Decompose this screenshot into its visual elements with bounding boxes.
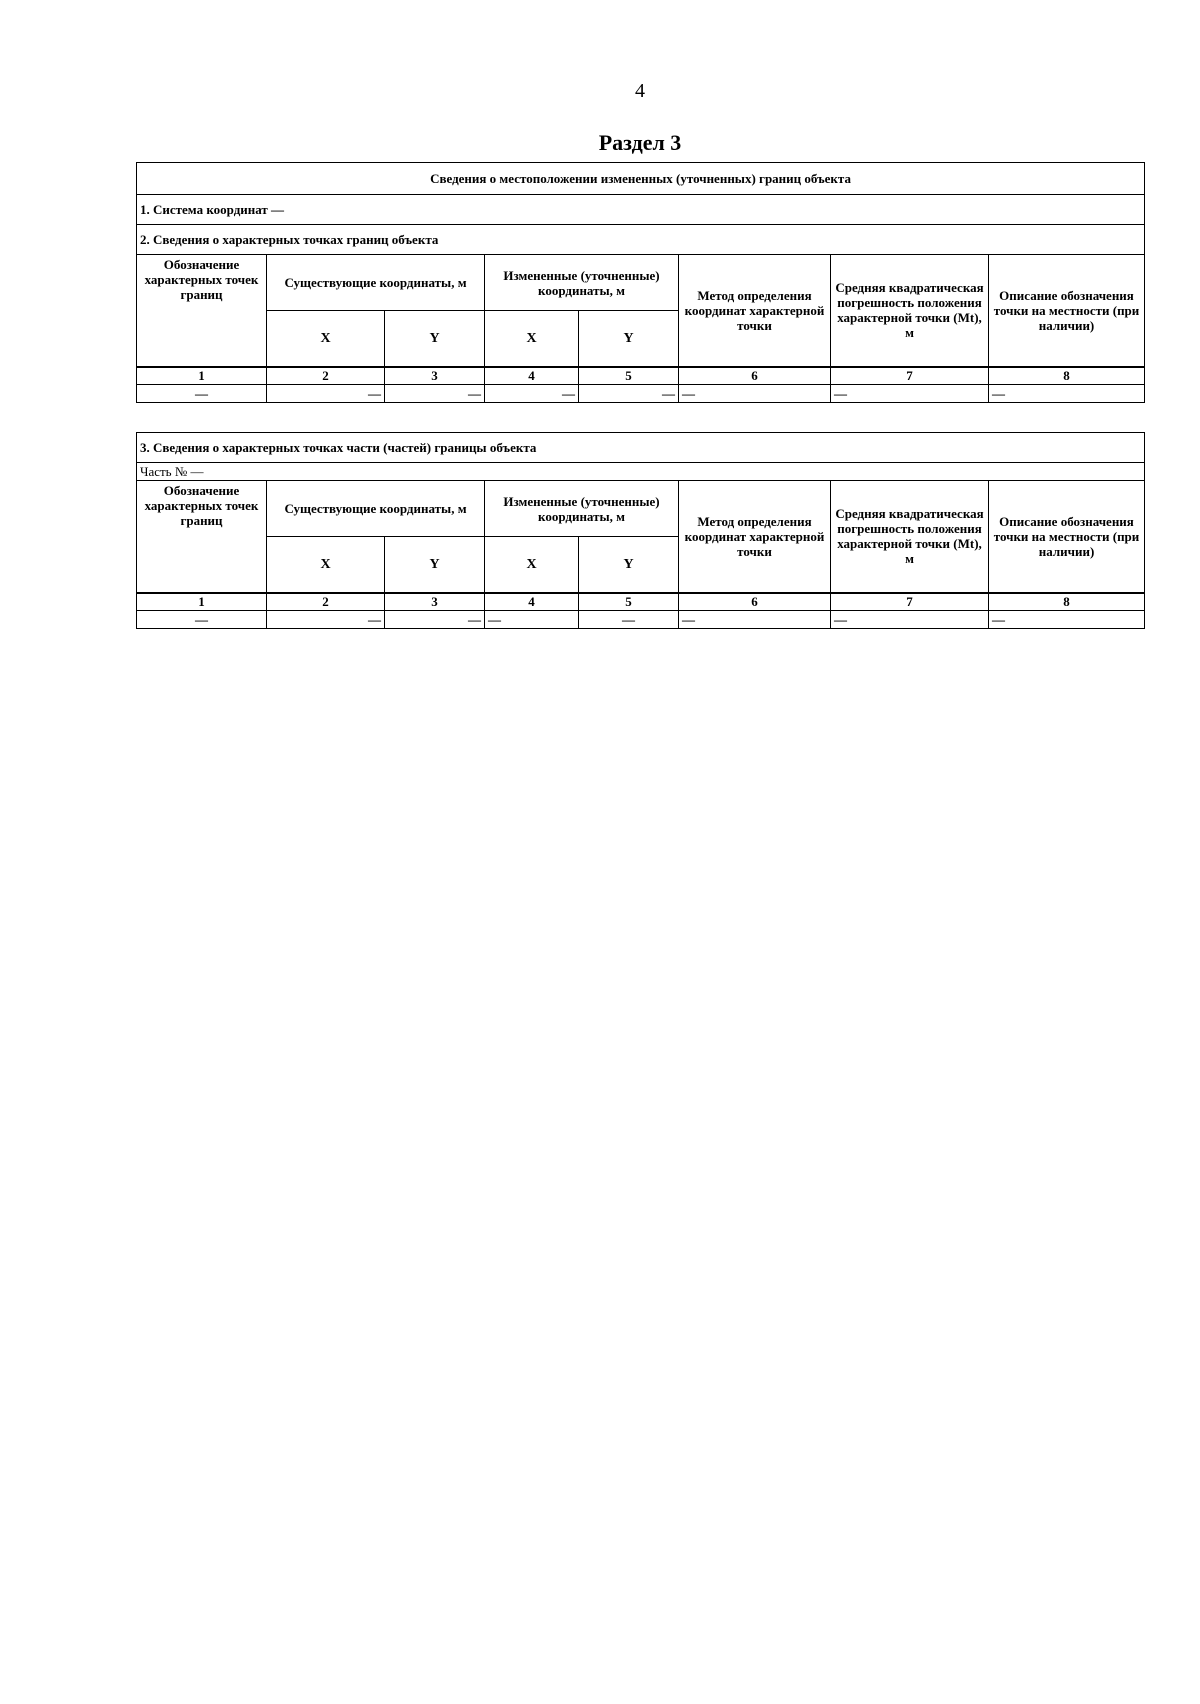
header-point-designation: Обозначение характерных точек границ (137, 481, 267, 593)
cell-dash: — (579, 385, 679, 403)
header-method: Метод определения координат характерной точки (679, 481, 831, 593)
header-x: X (485, 311, 579, 367)
header-method: Метод определения координат характерной точки (679, 255, 831, 367)
cell-dash: — (385, 385, 485, 403)
header-y: Y (385, 311, 485, 367)
header-existing-coords: Существующие координаты, м (267, 255, 485, 311)
cell-dash: — (385, 611, 485, 629)
column-number: 6 (679, 593, 831, 611)
column-number: 3 (385, 593, 485, 611)
header-description: Описание обозначения точки на местности (при наличии) (989, 255, 1145, 367)
column-number: 6 (679, 367, 831, 385)
cell-dash: — (679, 385, 831, 403)
table-row (137, 385, 1145, 403)
cell-dash: — (485, 611, 579, 629)
header-changed-coords: Измененные (уточненные) координаты, м (485, 255, 679, 311)
cell-dash: — (267, 385, 385, 403)
cell-dash: — (137, 385, 267, 403)
column-number: 8 (989, 593, 1145, 611)
column-number: 3 (385, 367, 485, 385)
header-y: Y (579, 311, 679, 367)
column-number: 7 (831, 367, 989, 385)
page-number: 4 (635, 80, 645, 102)
header-existing-coords: Существующие координаты, м (267, 481, 485, 537)
column-number: 5 (579, 593, 679, 611)
column-number: 4 (485, 367, 579, 385)
table-title: Сведения о местоположении измененных (уточненных) границ объекта (137, 163, 1145, 195)
boundary-table (136, 162, 1145, 403)
subsection-title: 3. Сведения о характерных точках части (частей) границы объекта (137, 433, 1145, 463)
coord-system: 1. Система координат — (137, 195, 1145, 225)
header-error: Средняя квадратическая погрешность положения характерной точки (Mt), м (831, 481, 989, 593)
column-number: 2 (267, 367, 385, 385)
header-x: X (485, 537, 579, 593)
column-number: 4 (485, 593, 579, 611)
cell-dash: — (989, 611, 1145, 629)
column-number: 7 (831, 593, 989, 611)
column-number: 2 (267, 593, 385, 611)
cell-dash: — (267, 611, 385, 629)
column-number: 5 (579, 367, 679, 385)
column-number: 8 (989, 367, 1145, 385)
part-boundary-table (136, 432, 1145, 629)
subsection-title: 2. Сведения о характерных точках границ объекта (137, 225, 1145, 255)
header-y: Y (579, 537, 679, 593)
section-title: Раздел 3 (598, 130, 682, 155)
table-row (137, 611, 1145, 629)
header-x: X (267, 311, 385, 367)
cell-dash: — (831, 611, 989, 629)
header-description: Описание обозначения точки на местности (при наличии) (989, 481, 1145, 593)
cell-dash: — (579, 611, 679, 629)
header-x: X (267, 537, 385, 593)
cell-dash: — (831, 385, 989, 403)
column-number: 1 (137, 367, 267, 385)
part-number: Часть № — (137, 463, 1145, 481)
cell-dash: — (137, 611, 267, 629)
header-changed-coords: Измененные (уточненные) координаты, м (485, 481, 679, 537)
cell-dash: — (485, 385, 579, 403)
header-point-designation: Обозначение характерных точек границ (137, 255, 267, 367)
cell-dash: — (679, 611, 831, 629)
header-error: Средняя квадратическая погрешность положения характерной точки (Mt), м (831, 255, 989, 367)
header-y: Y (385, 537, 485, 593)
column-number: 1 (137, 593, 267, 611)
cell-dash: — (989, 385, 1145, 403)
